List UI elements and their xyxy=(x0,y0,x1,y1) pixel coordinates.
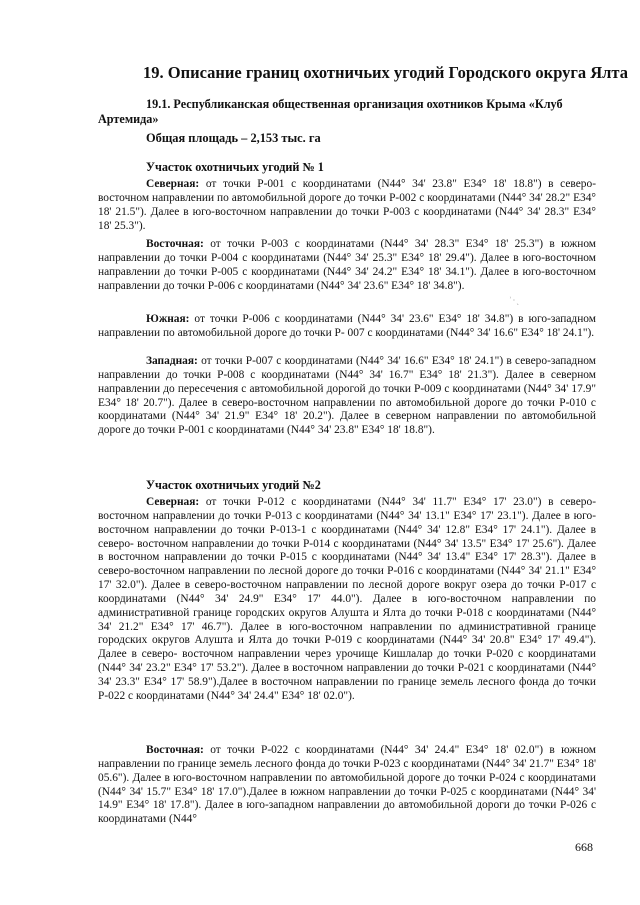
plot2-heading: Участок охотничьих угодий №2 xyxy=(146,478,321,492)
plot1-south-label: Южная: xyxy=(146,313,190,325)
plot1-north-paragraph xyxy=(98,178,596,233)
section-heading: 19.1. Республиканская общественная организация охотников Крыма «Клуб Артемида» xyxy=(98,97,563,126)
plot1-north-label: Северная: xyxy=(146,178,200,190)
plot1-north-text: от точки Р-001 с координатами (N44° 34' 23.8" E34° 18' 18.8") в северо-восточном направлении по автомобильной дороге до точки Р-002 с координатами (N44° 34' 28.2" E34° 18' 21.5"). Далее в юго-восточном направлении до точки Р-003 с координатами (N44° 34' 28.3" E34° 18' 25.3"). xyxy=(98,178,596,232)
plot1-east-label: Восточная: xyxy=(146,238,204,250)
page-title: 19. Описание границ охотничьих угодий Городского округа Ялта xyxy=(143,63,628,82)
page-number: 668 xyxy=(575,840,593,854)
plot1-west-text: от точки Р-007 с координатами (N44° 34' 16.6" E34° 18' 24.1") в северо-западном направлении до точки Р-008 с координатами (N44° 34' 16.7" E34° 18' 21.3"). Далее в северном направлении до пересечения с автомобильной дорогой до точки Р-009 с координатами (N44° 34' 17.9" E34° 18' 20.7"). Далее в северо-восточном направлении по автомобильной дороге до точки Р-010 с координатами (N44° 34' 21.9" E34° 18' 20.2"). Далее в северном направлении по автомобильной дороге до точки Р-001 с координатами (N44° 34' 23.8" E34° 18' 18.8"). xyxy=(98,355,596,437)
plot1-east-text: от точки Р-003 с координатами (N44° 34' 28.3" E34° 18' 25.3") в южном направлении до точки Р-004 с координатами (N44° 34' 25.3" E34° 18' 29.4"). Далее в юго-восточном направлении до точки Р-005 с координатами (N44° 34' 24.2" E34° 18' 34.1"). Далее в юго-восточном направлении до точки Р-006 с координатами (N44° 34' 23.6" E34° 18' 34.8"). xyxy=(98,238,596,292)
plot2-north-paragraph xyxy=(98,496,596,704)
plot2-north-text: от точки Р-012 с координатами (N44° 34' 11.7" E34° 17' 23.0") в северо-восточном направлении до точки Р-013 с координатами (N44° 34' 13.1" E34° 17' 23.1"). Далее в юго-восточном направлении до точки Р-013-1 с координатами (N44° 34' 12.8" E34° 17' 24.1"). Далее в северо- восточном направлении до точки Р-014 с координатами (N44° 34' 13.5" E34° 17' 25.6"). Далее в восточном направлении до точки Р-015 с координатами (N44° 34' 13.4" E34° 17' 28.3"). Далее в северо-восточном направлении по лесной дороге до точки Р-016 с координатами (N44° 34' 21.1" E34° 17' 32.0"). Далее в северо-восточном направлении по лесной дороге вокруг озера до точки Р-017 с координатами (N44° 34' 24.9" E34° 17' 44.0"). Далее в юго-восточном направлении по административной границе городских округов Алушта и Ялта до точки Р-018 с координатами (N44° 34' 21.2" E34° 17' 46.7"). Далее в юго-восточном направлении по административной границе городских округов Алушта и Ялта до точки Р-019 с координатами (N44° 34' 20.8" E34° 17' 49.4"). Далее в северо- восточном направлении через урочище Кишлалар до точки Р-020 с координатами (N44° 34' 23.2" E34° 17' 53.2"). Далее в восточном направлении до точки Р-021 с координатами (N44° 34' 23.3" E34° 17' 58.9").Далее в восточном направлении по границе земель лесного фонда до точки Р-022 с координатами (N44° 34' 24.4" E34° 18' 02.0"). xyxy=(98,496,596,702)
plot1-south-text: от точки Р-006 с координатами (N44° 34' 23.6" E34° 18' 34.8") в юго-западном направлении по автомобильной дороге до точки Р- 007 с координатами (N44° 34' 16.6" E34° 18' 24.1"). xyxy=(98,313,596,339)
scan-artifact: ʾ·ˏ xyxy=(509,296,520,305)
plot1-heading: Участок охотничьих угодий № 1 xyxy=(146,160,324,174)
plot1-east-paragraph xyxy=(98,238,596,293)
plot2-east-text: от точки Р-022 с координатами (N44° 34' 24.4" E34° 18' 02.0") в южном направлении по границе земель лесного фонда до точки Р-023 с координатами (N44° 34' 21.7" E34° 18' 05.6"). Далее в юго-восточном направлении по автомобильной дороге до точки Р-024 с координатами (N44° 34' 15.7" E34° 18' 17.0").Далее в южном направлении до точки Р-025 с координатами (N44° 34' 14.9" E34° 18' 17.8"). Далее в юго-западном направлении до автомобильной дороги до точки Р-026 с координатами (N44° xyxy=(98,744,596,826)
plot2-north-label: Северная: xyxy=(146,496,200,508)
total-area: Общая площадь – 2,153 тыс. га xyxy=(146,131,321,145)
plot1-west-paragraph xyxy=(98,355,596,438)
plot2-east-paragraph xyxy=(98,744,596,827)
plot2-east-label: Восточная: xyxy=(146,744,204,756)
plot1-south-paragraph xyxy=(98,313,596,341)
plot1-west-label: Западная: xyxy=(146,355,198,367)
